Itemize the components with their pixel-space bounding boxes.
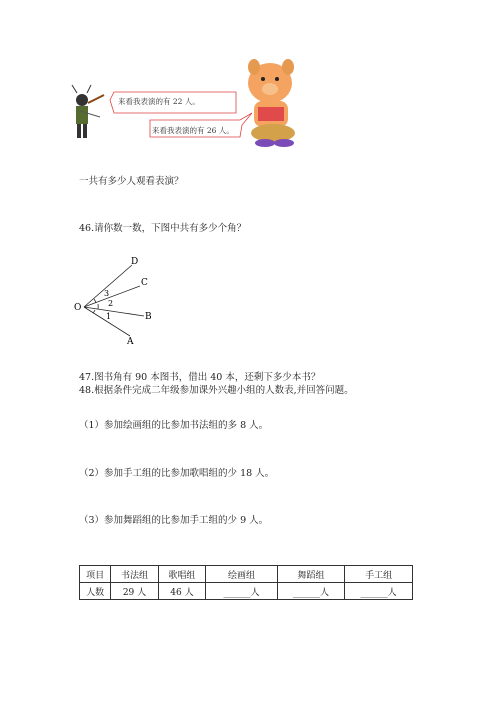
q46-question: 46.请你数一数，下图中共有多少个角？ (79, 223, 247, 234)
q45-question: 一共有多少人观看表演？ (79, 176, 184, 187)
table-blank-cell[interactable]: ______人 (206, 583, 278, 600)
q48-question: 48.根据条件完成二年级参加课外兴趣小组的人数表,并回答问题。 (79, 385, 354, 396)
table-header-cell: 项目 (80, 566, 111, 583)
angle-diagram (70, 252, 170, 347)
table-header-cell: 舞蹈组 (277, 566, 345, 583)
label-1: 1 (106, 312, 112, 321)
table-cell: 人数 (80, 583, 111, 600)
violinist-figure (72, 85, 104, 138)
table-header-row (80, 566, 413, 583)
table-cell: 29 人 (111, 583, 158, 600)
interest-group-table (79, 565, 413, 600)
table-cell: 46 人 (158, 583, 205, 600)
ray-ob (84, 307, 144, 316)
label-c: C (141, 278, 148, 288)
label-2: 2 (108, 299, 114, 308)
pig-figure (248, 59, 295, 147)
label-b: B (145, 312, 152, 322)
table-header-cell: 绘画组 (206, 566, 278, 583)
q47-question: 47.图书角有 90 本图书，借出 40 本，还剩下多少本书？ (79, 372, 321, 383)
table-blank-cell[interactable]: ______人 (345, 583, 413, 600)
table-header-cell: 书法组 (111, 566, 158, 583)
q48-condition-2: （2）参加手工组的比参加歌唱组的少 18 人。 (79, 468, 275, 479)
label-d: D (131, 257, 139, 267)
table-blank-cell[interactable]: ______人 (277, 583, 345, 600)
label-o: O (74, 303, 82, 313)
bubble-text-1: 来看我表演的有 22 人。 (118, 97, 200, 106)
table-header-cell: 手工组 (345, 566, 413, 583)
bubble-text-2: 来看我表演的有 26 人。 (152, 126, 234, 135)
label-a: A (127, 337, 134, 347)
q48-condition-3: （3）参加舞蹈组的比参加手工组的少 9 人。 (79, 515, 269, 526)
label-3: 3 (104, 289, 110, 298)
q48-condition-1: （1）参加绘画组的比参加书法组的多 8 人。 (79, 420, 269, 431)
table-header-cell: 歌唱组 (158, 566, 205, 583)
table-row (80, 583, 413, 600)
